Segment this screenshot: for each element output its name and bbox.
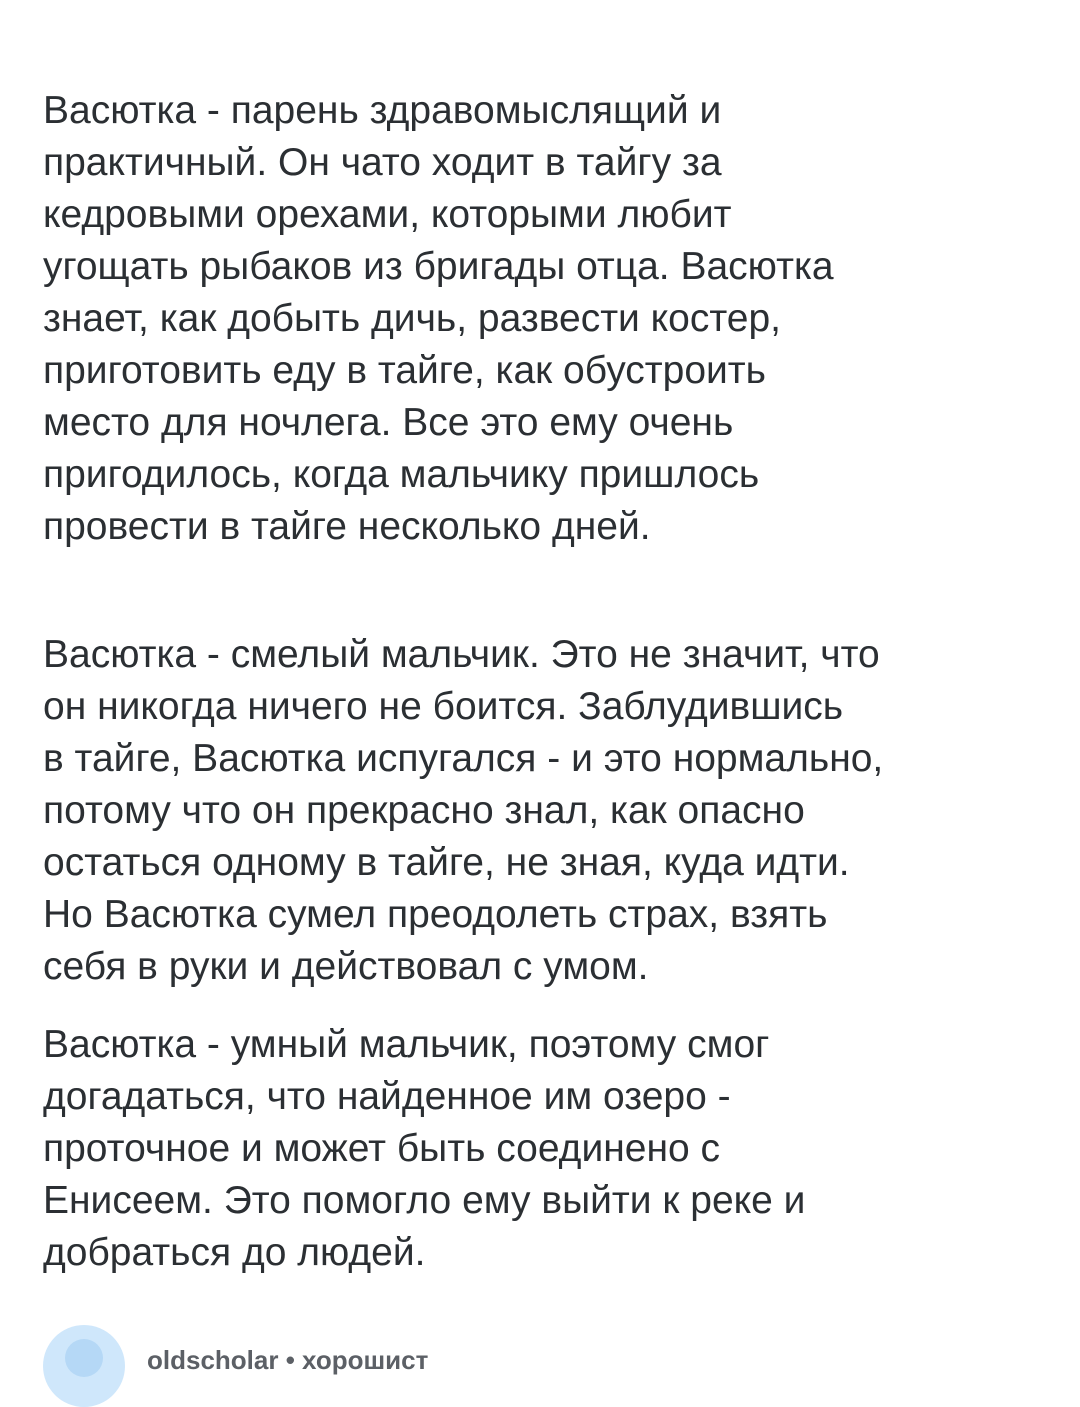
text-line: Васютка - смелый мальчик. Это не значит, что bbox=[43, 633, 880, 676]
answer-paragraph bbox=[43, 629, 1063, 993]
text-line: догадаться, что найденное им озеро - bbox=[43, 1075, 731, 1118]
text-line: знает, как добыть дичь, развести костер, bbox=[43, 297, 782, 340]
text-line: Васютка - парень здравомыслящий и bbox=[43, 89, 722, 132]
previous-text-cutoff bbox=[43, 0, 1043, 4]
answer-paragraph bbox=[43, 85, 1063, 553]
text-line: практичный. Он чато ходит в тайгу за bbox=[43, 141, 722, 184]
text-line: Васютка - умный мальчик, поэтому смог bbox=[43, 1023, 770, 1066]
text-line: провести в тайге несколько дней. bbox=[43, 505, 651, 548]
text-line: в тайге, Васютка испугался - и это нормально, bbox=[43, 737, 884, 780]
text-line: пригодилось, когда мальчику пришлось bbox=[43, 453, 760, 496]
text-line: добраться до людей. bbox=[43, 1231, 426, 1274]
text-line: себя в руки и действовал с умом. bbox=[43, 945, 649, 988]
text-line: потому что он прекрасно знал, как опасно bbox=[43, 789, 805, 832]
user-avatar-icon[interactable] bbox=[43, 1325, 125, 1407]
avatar-silhouette bbox=[65, 1339, 103, 1377]
text-line: Но Васютка сумел преодолеть страх, взять bbox=[43, 893, 828, 936]
answer-author[interactable] bbox=[43, 1325, 1043, 1385]
text-line: угощать рыбаков из бригады отца. Васютка bbox=[43, 245, 834, 288]
text-line: место для ночлега. Все это ему очень bbox=[43, 401, 734, 444]
text-line: проточное и может быть соединено с bbox=[43, 1127, 721, 1170]
author-name[interactable]: oldscholar • хорошист bbox=[147, 1345, 429, 1375]
answer-paragraph bbox=[43, 1019, 1063, 1279]
text-line: он никогда ничего не боится. Заблудившись bbox=[43, 685, 844, 728]
text-line: кедровыми орехами, которыми любит bbox=[43, 193, 732, 236]
text-line: приготовить еду в тайге, как обустроить bbox=[43, 349, 766, 392]
text-line: Енисеем. Это помогло ему выйти к реке и bbox=[43, 1179, 806, 1222]
text-line: остаться одному в тайге, не зная, куда идти. bbox=[43, 841, 850, 884]
